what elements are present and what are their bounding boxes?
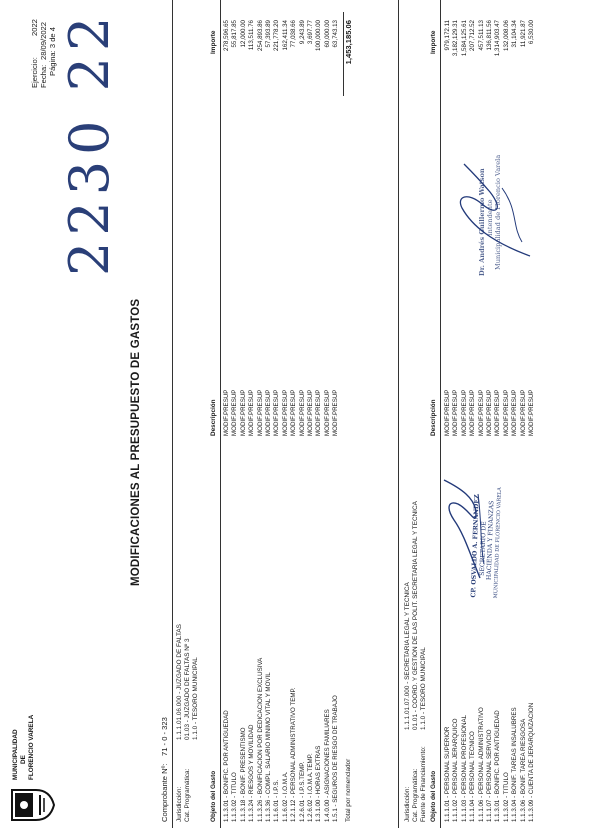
s1-row-importe: 12,000.00 [239, 20, 247, 48]
s1-row-importe: 3,697.77 [306, 20, 314, 45]
comprobante-value: 71 - 0 - 323 [160, 717, 169, 756]
s2-row-descripcion: MODIF.PRESUP [452, 389, 460, 436]
s2-row-importe: 136,811.56 [485, 20, 493, 51]
s2-cat-value: 01.01 - COORD. Y GESTION DE LAS POLIT. SECRETARIA LEGAL Y TECNICA [412, 501, 419, 730]
s1-row-objeto: 1.2.1.12 - PERSONAL ADMINISTRATIVO TEMP. [290, 687, 298, 822]
s1-row-objeto: 1.1.3.36 - COMPL. SALARIO MINIMO VITAL Y MOVIL [264, 672, 272, 822]
s1-row-descripcion: MODIF.PRESUP [315, 389, 323, 436]
s2-row-importe: 1,314,903.47 [494, 20, 502, 57]
s2-row-importe: 1,584,125.61 [460, 20, 468, 57]
s1-row-importe: 162,411.34 [281, 20, 289, 51]
s1-row-objeto: 1.1.3.01 - BONIFIC. POR ANTIGUEDAD [223, 710, 230, 822]
page-title: MODIFICACIONES AL PRESUPUESTO DE GASTOS [130, 298, 142, 586]
s2-row-descripcion: MODIF.PRESUP [469, 389, 477, 436]
s1-row-importe: 60,000.00 [323, 20, 331, 48]
stamp1-line-2: SECRETARIO DE [478, 521, 488, 576]
s2-row-descripcion: MODIF.PRESUP [477, 389, 485, 436]
s2-row-importe: 207,712.52 [469, 20, 477, 51]
logo-text-2: DE [20, 755, 27, 764]
s2-row-objeto: 1.1.1.04 - PERSONAL TECNICO [469, 731, 477, 822]
s1-total-value: 1,453,185.06 [344, 20, 353, 65]
s1-cat-value: 01.03 - JUZGADO DE FALTAS Nº 3 [184, 638, 191, 740]
stamp1-line-1: CP. OSVALDO A. FERNANDEZ [470, 494, 481, 598]
s1-row-objeto: 1.2.6.02 - I.O.M.A.TEMP. [306, 753, 314, 822]
s2-row-importe: 11,921.87 [519, 20, 527, 48]
s1-row-objeto: 1.3.1.00 - HORAS EXTRAS [315, 745, 323, 822]
s2-descripcion-list [444, 366, 536, 436]
stamp-number: 2230 22 [58, 10, 121, 276]
s2-row-objeto: 1.1.1.02 - PERSONAL JERARQUICO [452, 718, 460, 822]
s2-row-descripcion: MODIF.PRESUP [511, 389, 519, 436]
s1-row-objeto: 1.1.3.18 - BONIF. PRESENTISMO [239, 727, 247, 822]
s1-row-importe: 254,893.86 [256, 20, 264, 51]
s2-row-objeto: 1.1.1.03 - PERSONAL PROFESIONAL [460, 714, 468, 822]
logo-text-3: FLORENCIO VARELA [28, 714, 35, 780]
s2-row-objeto: 1.1.1.01 - PERSONAL SUPERIOR [444, 726, 451, 822]
s1-col-importe: Importe [210, 30, 217, 54]
ejercicio-label: Ejercicio: [30, 57, 39, 88]
s1-row-importe: 221,778.20 [273, 20, 281, 51]
signature-scribble-2 [452, 156, 542, 266]
stamp2-line-3: Municipalidad de Florencio Varela [494, 154, 503, 270]
s2-col-importe: Importe [430, 30, 437, 54]
signature-scribble-1 [436, 474, 491, 584]
s1-row-objeto: 1.1.3.26 - BONIFICACION POR DEDICACION EXCLUSIVA [256, 657, 264, 822]
s1-row-objeto: 1.1.3.24 - RIESGOS Y MOVILIDAD [248, 724, 256, 822]
s2-row-descripcion: MODIF.PRESUP [502, 389, 510, 436]
s2-row-objeto: 1.1.3.04 - BONIF. TAREAS INSALUBRES [511, 707, 519, 822]
logo-text-1: MUNICIPALIDAD [12, 729, 19, 780]
s2-row-objeto: 1.1.3.02 - TITULO [502, 772, 510, 822]
s1-row-descripcion: MODIF.PRESUP [306, 389, 314, 436]
stamp2-line-1: Dr. Andrés Guillermo Watson [478, 168, 486, 276]
s2-row-descripcion: MODIF.PRESUP [444, 389, 451, 436]
s1-jurisdiccion-label: Jurisdicción: [176, 786, 183, 822]
s1-row-descripcion: MODIF.PRESUP [264, 389, 272, 436]
s1-row-importe: 113,511.76 [248, 20, 256, 51]
s2-col-descripcion: Descripción [430, 399, 437, 436]
s2-row-objeto: 1.1.3.06 - BONIF. TAREA RIESGOSA [519, 718, 527, 822]
pagina-label: Página: 3 de 4 [48, 27, 57, 76]
s1-jurisdiccion-value: 1.1.1.01.06.000 - JUZGADO DE FALTAS [176, 624, 183, 740]
rule-section2 [398, 0, 399, 828]
s1-row-descripcion: MODIF.PRESUP [273, 389, 281, 436]
s2-row-descripcion: MODIF.PRESUP [519, 389, 527, 436]
s2-jurisdiccion-label: Jurisdicción: [404, 786, 411, 822]
s2-importe-list [444, 20, 536, 80]
s1-importe-list [223, 20, 340, 80]
s2-row-descripcion: MODIF.PRESUP [494, 389, 502, 436]
s1-row-importe: 100,000.00 [315, 20, 323, 51]
s1-row-importe: 77,038.66 [290, 20, 298, 48]
fecha-value: 28/09/2022 [39, 21, 48, 60]
s1-row-descripcion: MODIF.PRESUP [248, 389, 256, 436]
s1-col-objeto: Objeto del Gasto [210, 770, 217, 822]
s1-row-objeto: 1.1.6.01 - I.P.S. [273, 779, 281, 822]
s1-row-descripcion: MODIF.PRESUP [323, 389, 331, 436]
s2-cat-label: Cat. Programática: [412, 768, 419, 822]
fecha-label: Fecha: [39, 64, 48, 88]
s1-row-importe: 278,596.65 [223, 20, 230, 51]
s1-descripcion-list [223, 366, 340, 436]
s1-row-importe: 57,393.89 [264, 20, 272, 48]
s2-row-importe: 979,172.11 [444, 20, 451, 51]
s2-header-rule [440, 0, 441, 828]
stamp2-line-2: Intendente [486, 199, 495, 236]
s1-row-objeto: 1.1.6.02 - I.O.M.A. [281, 771, 289, 822]
s2-col-objeto: Objeto del Gasto [430, 770, 437, 822]
stamp1-line-4: MUNICIPALIDAD DE FLORENCIO VARELA [492, 487, 503, 599]
s1-row-descripcion: MODIF.PRESUP [281, 389, 289, 436]
municipal-logo [6, 782, 56, 828]
s2-row-objeto: 1.1.1.07 - PERSONAL SERVICIO [485, 729, 493, 822]
s1-row-descripcion: MODIF.PRESUP [256, 389, 264, 436]
s1-objeto-list [223, 562, 340, 822]
s1-row-objeto: 1.2.6.01 - I.P.S.TEMP. [298, 761, 306, 822]
s1-row-descripcion: MODIF.PRESUP [332, 389, 340, 436]
s2-row-importe: 132,008.06 [502, 20, 510, 51]
s1-cat-label: Cat. Programática: [184, 768, 191, 822]
s1-total-label: Total por nomenclador [345, 758, 352, 822]
s2-row-importe: 6,530.00 [527, 20, 535, 45]
s2-row-objeto: 1.1.3.09 - CUENTA DE JERARQUIZACION [527, 702, 535, 822]
s1-row-objeto: 1.1.3.02 - TITULO [231, 772, 239, 822]
s1-col-descripcion: Descripción [210, 399, 217, 436]
s2-row-importe: 457,511.13 [477, 20, 485, 51]
s2-row-descripcion: MODIF.PRESUP [527, 389, 535, 436]
s1-row-importe: 9,243.89 [298, 20, 306, 45]
stamp1-line-3: HACIENDA Y FINANZAS [485, 500, 496, 581]
s2-fuente-value: 1.1.0 - TESORO MUNICIPAL [420, 647, 427, 730]
s2-objeto-list [444, 562, 536, 822]
coat-of-arms-icon [6, 782, 56, 828]
rule-top [172, 0, 173, 828]
s1-row-descripcion: MODIF.PRESUP [231, 389, 239, 436]
ejercicio-value: 2022 [30, 19, 39, 36]
s1-fuente-value: 1.1.0 - TESORO MUNICIPAL [192, 657, 199, 740]
s1-row-descripcion: MODIF.PRESUP [290, 389, 298, 436]
s2-row-objeto: 1.1.3.01 - BONIFIC. POR ANTIGUEDAD [494, 710, 502, 822]
comprobante-label: Comprobante Nº: [160, 763, 169, 822]
s1-row-descripcion: MODIF.PRESUP [298, 389, 306, 436]
s1-row-objeto: 1.4.0.00 - ASIGNACIONES FAMILIARES [323, 709, 331, 822]
s1-row-importe: 55,817.85 [231, 20, 239, 48]
s2-row-descripcion: MODIF.PRESUP [485, 389, 493, 436]
s2-row-importe: 3,182,129.31 [452, 20, 460, 57]
s2-fuente-label: Fuente de Financiamiento: [420, 746, 427, 822]
s1-row-objeto: 1.5.1 - SEGUROS DE RIESGO DE TRABAJO [332, 695, 340, 822]
s1-row-descripcion: MODIF.PRESUP [223, 389, 230, 436]
s2-jurisdiccion-value: 1.1.1.01.07.000 - SECRETARIA LEGAL Y TECNICA [404, 582, 411, 730]
s2-row-objeto: 1.1.1.06 - PERSONAL ADMINISTRATIVO [477, 707, 485, 822]
s1-header-rule [220, 0, 221, 828]
s1-row-descripcion: MODIF.PRESUP [239, 389, 247, 436]
s2-row-importe: 31,104.34 [511, 20, 519, 48]
s1-row-importe: 63,743.13 [332, 20, 340, 48]
s2-row-descripcion: MODIF.PRESUP [460, 389, 468, 436]
